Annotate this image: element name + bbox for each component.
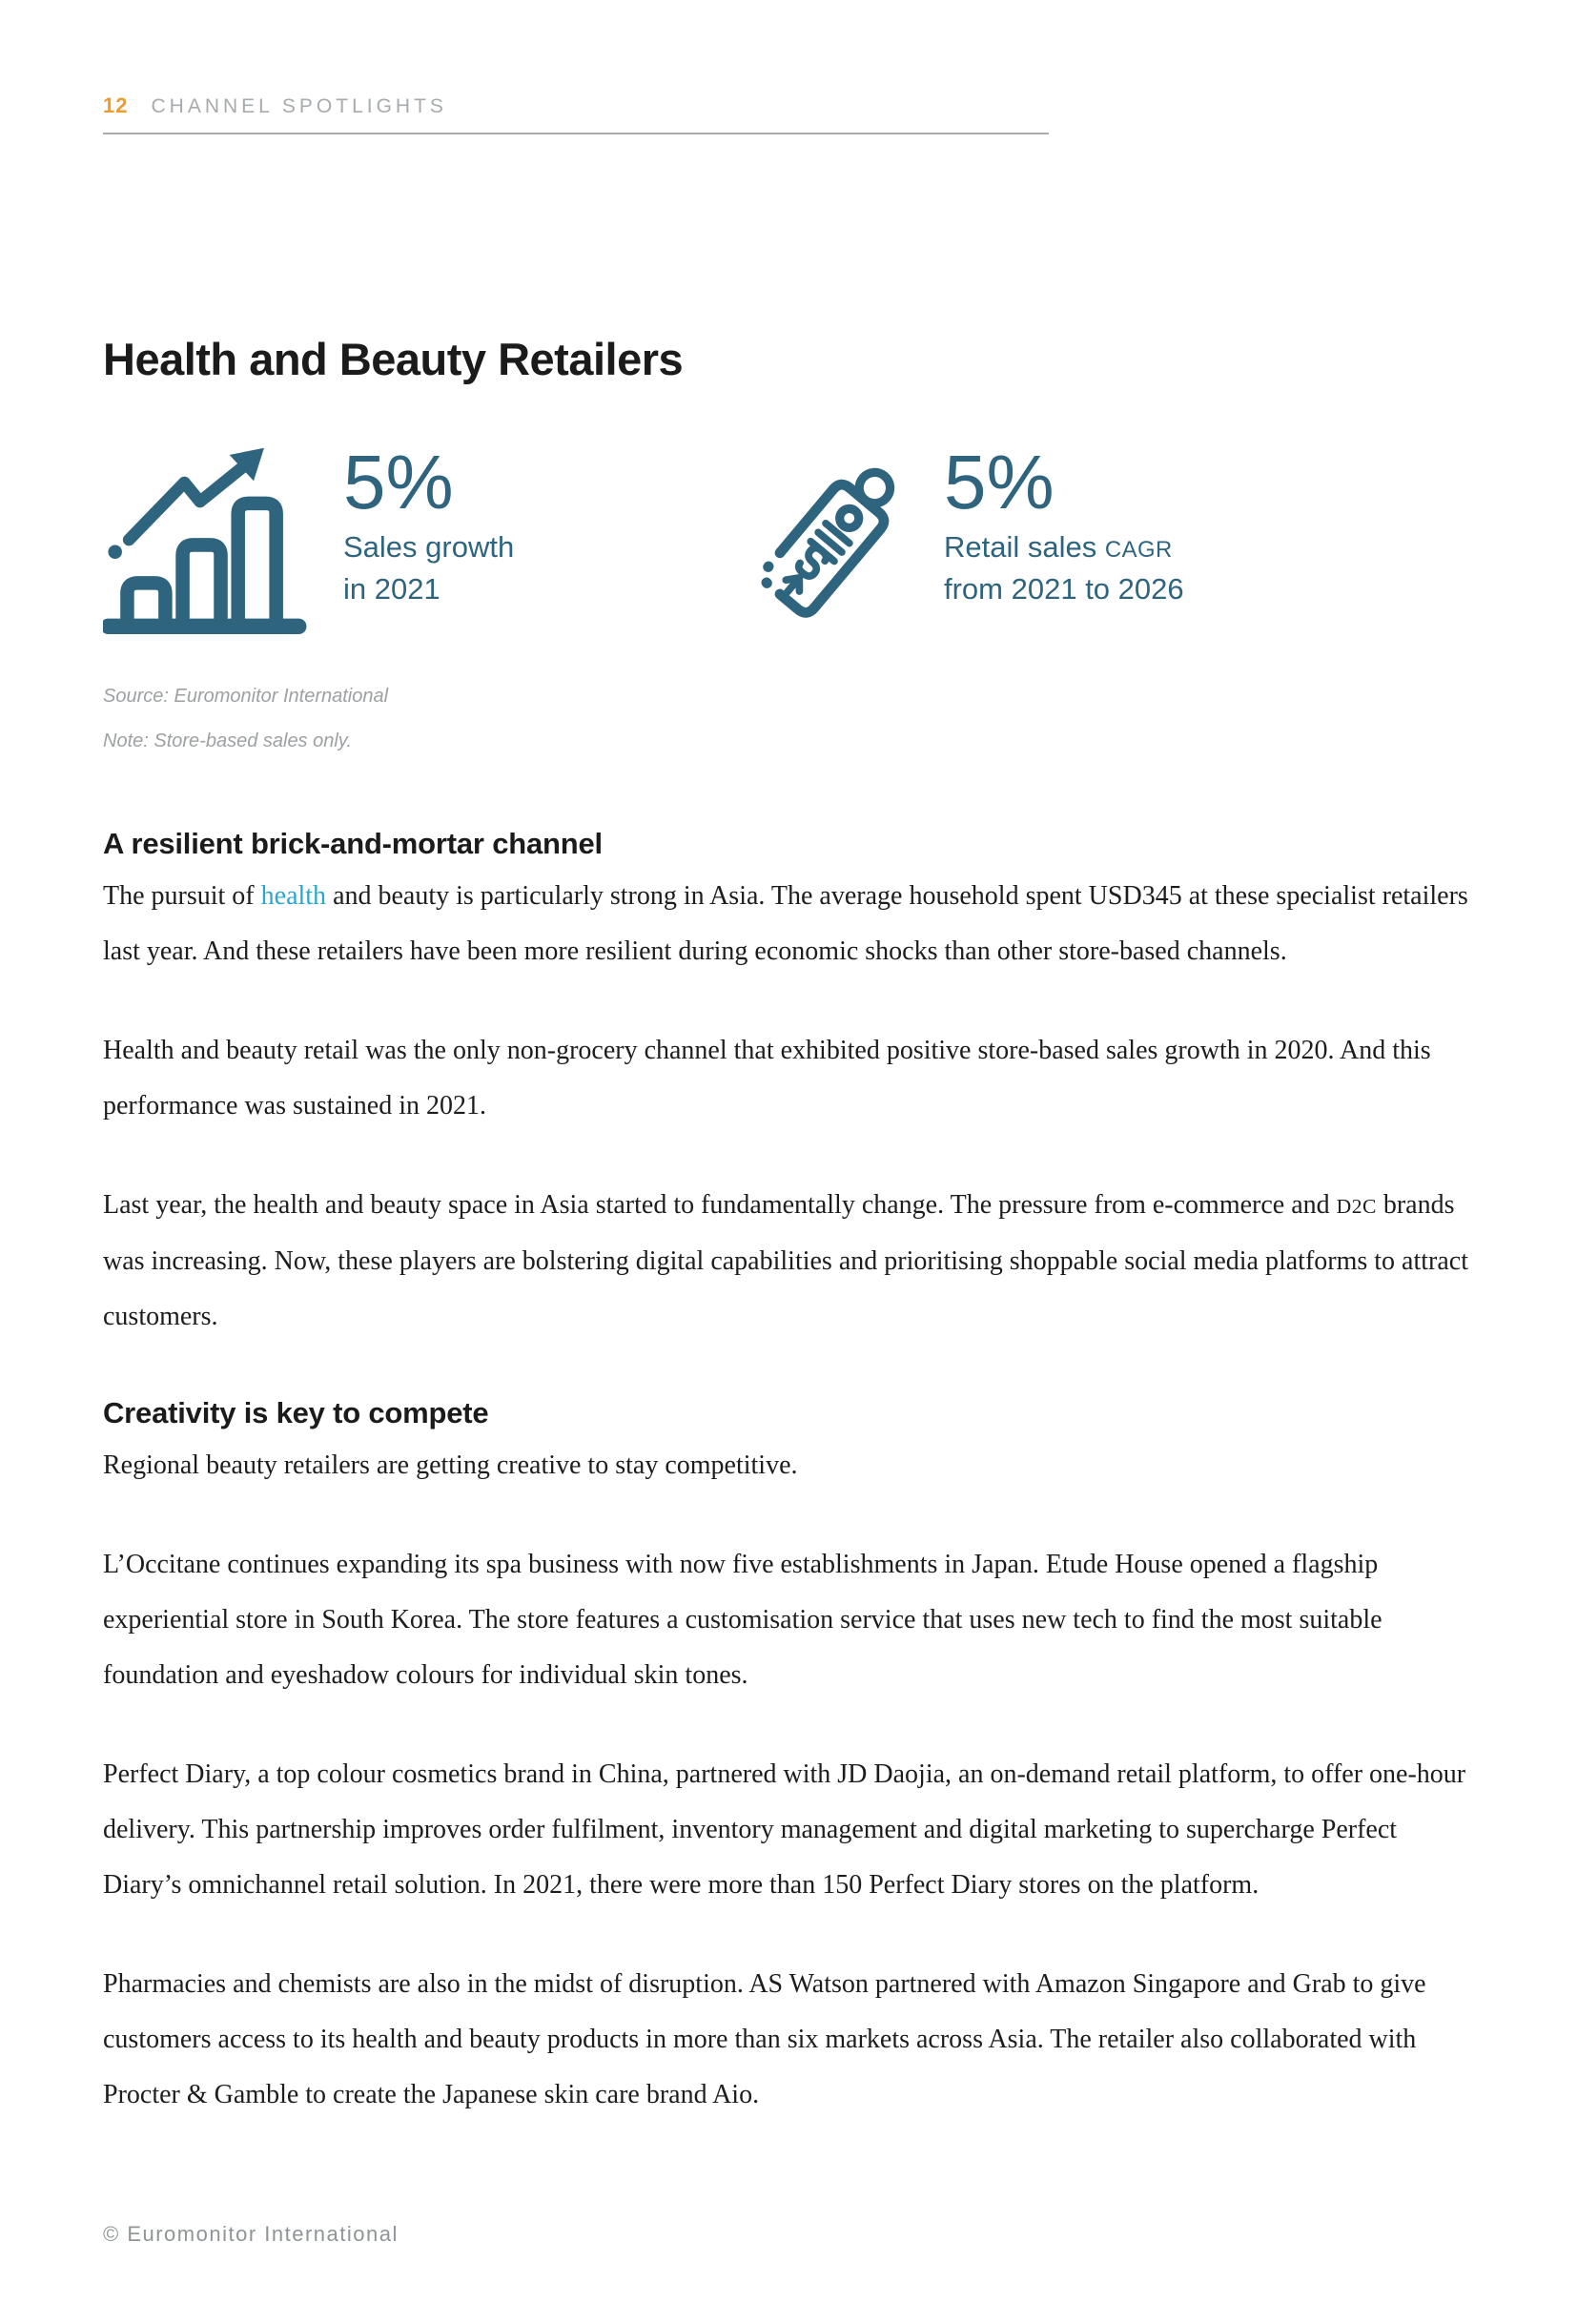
section-heading-resilient: A resilient brick-and-mortar channel (103, 827, 603, 860)
paragraph (103, 869, 1474, 979)
price-tag-icon (728, 444, 919, 635)
page-title: Health and Beauty Retailers (103, 334, 684, 384)
stat-label-cagr: CAGR (1104, 537, 1173, 563)
stat-value: 5% (944, 440, 1055, 524)
stat-label-line1: Retail sales (944, 530, 1105, 564)
header-rule (103, 133, 1049, 134)
paragraph-text: The pursuit of (103, 881, 261, 911)
stat-sales-growth (103, 440, 728, 635)
paragraph: Regional beauty retailers are getting creative to stay competitive. (103, 1450, 798, 1480)
paragraph: L’Occitane continues expanding its spa business with now five establishments in Japan. Etude House opened a flagship experiential store in South Korea. The store features a customisation service that uses new tech to find the most suitable foundation and eyeshadow colours for individual skin tones. (103, 1550, 1382, 1690)
article-body (103, 827, 1474, 2123)
paragraph-text: brands was increasing. Now, these players are bolstering digital capabilities and prioritising shoppable social media platforms to attract customers. (103, 1190, 1468, 1331)
page-number: 12 (103, 93, 129, 117)
health-link[interactable]: health (260, 881, 327, 911)
source-notes (103, 687, 1474, 751)
section-label: CHANNEL SPOTLIGHTS (151, 95, 447, 117)
stat-label-line1: Sales growth (343, 530, 515, 564)
footer-copyright: © Euromonitor International (103, 2222, 399, 2246)
note-line: Note: Store-based sales only. (103, 730, 352, 751)
stat-label-line2: from 2021 to 2026 (944, 572, 1184, 607)
paragraph-text: Last year, the health and beauty space in Asia started to fundamentally change. The pressure from e-commerce and (103, 1190, 1337, 1220)
source-line: Source: Euromonitor International (103, 686, 389, 707)
paragraph: Perfect Diary, a top colour cosmetics brand in China, partnered with JD Daojia, an on-demand retail platform, to offer one-hour delivery. This partnership improves order fulfilment, inventory management and digital marketing to supercharge Perfect Diary’s omnichannel retail solution. In 2021, there were more than 150 Perfect Diary stores on the platform. (103, 1759, 1466, 1900)
running-header (103, 93, 1474, 118)
d2c-abbreviation: D2C (1336, 1195, 1377, 1218)
stat-label-line2: in 2021 (343, 572, 440, 607)
paragraph (103, 1178, 1474, 1345)
paragraph-text: and beauty is particularly strong in Asia. The average household spent USD345 at these specialist retailers last year. And these retailers have been more resilient during economic shocks than other store-based channels. (103, 881, 1468, 966)
paragraph: Health and beauty retail was the only non-grocery channel that exhibited positive store-based sales growth in 2020. And this performance was sustained in 2021. (103, 1036, 1431, 1121)
stat-label (343, 526, 514, 610)
stat-value: 5% (343, 440, 454, 524)
section-heading-creativity: Creativity is key to compete (103, 1396, 489, 1429)
stat-retail-cagr (728, 440, 1184, 635)
growth-chart-icon (103, 444, 311, 635)
stats-row (103, 440, 1474, 635)
paragraph: Pharmacies and chemists are also in the midst of disruption. AS Watson partnered with Amazon Singapore and Grab to give customers access to its health and beauty products in more than six markets across Asia. The retailer also collaborated with Procter & Gamble to create the Japanese skin care brand Aio. (103, 1969, 1426, 2109)
stat-label (944, 526, 1184, 610)
